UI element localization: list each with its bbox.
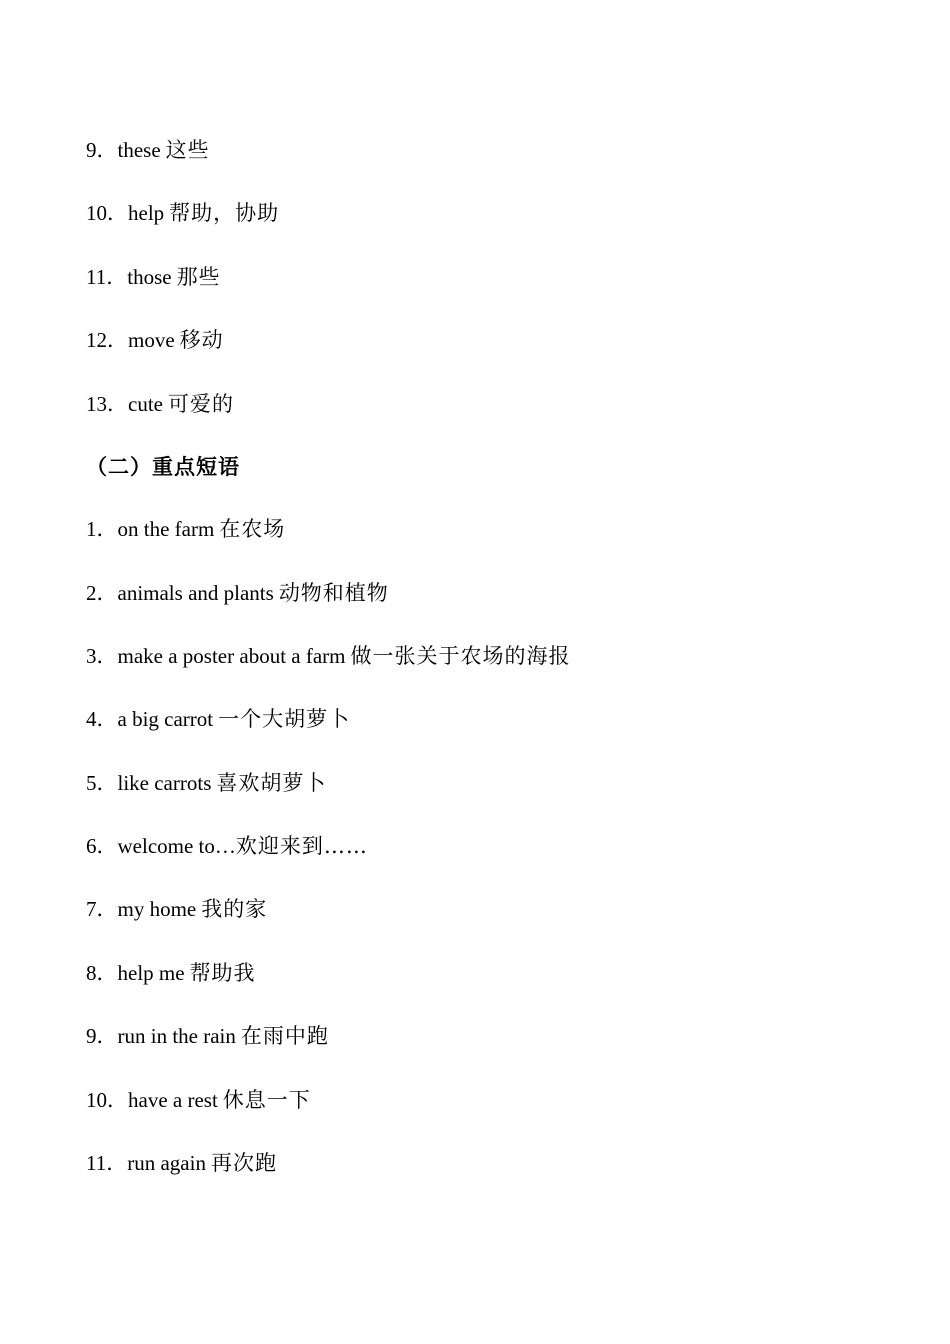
list-item — [86, 705, 350, 733]
item-chinese: 在农场 — [219, 517, 286, 541]
item-english: help — [128, 201, 165, 225]
item-chinese: 可爱的 — [167, 392, 234, 416]
item-english: have a rest — [128, 1088, 218, 1112]
item-chinese: 再次跑 — [210, 1151, 277, 1175]
item-english: animals and plants — [117, 581, 274, 605]
item-english: move — [128, 328, 175, 352]
item-chinese: 做一张关于农场的海报 — [350, 644, 571, 668]
section-heading: （二）重点短语 — [86, 454, 240, 479]
list-item — [86, 895, 267, 923]
item-number: 7． — [86, 897, 118, 921]
item-english: cute — [128, 392, 163, 416]
item-number: 1． — [86, 517, 118, 541]
item-english: those — [127, 265, 172, 289]
list-item — [86, 1149, 277, 1177]
item-chinese: 动物和植物 — [278, 581, 389, 605]
item-chinese: 一个大胡萝卜 — [218, 707, 351, 731]
item-english: like carrots — [117, 771, 212, 795]
list-item — [86, 390, 234, 418]
item-chinese: 在雨中跑 — [240, 1024, 329, 1048]
item-chinese: 这些 — [165, 138, 210, 162]
list-item — [86, 1086, 311, 1114]
item-number: 3． — [86, 644, 118, 668]
item-number: 10． — [86, 1088, 128, 1112]
item-chinese: 我的家 — [201, 897, 268, 921]
item-english: my home — [117, 897, 197, 921]
item-number: 10． — [86, 201, 128, 225]
item-number: 2． — [86, 581, 118, 605]
list-item — [86, 515, 285, 543]
item-chinese: 休息一下 — [222, 1088, 311, 1112]
item-number: 8． — [86, 961, 118, 985]
item-english: run in the rain — [117, 1024, 236, 1048]
item-english: run again — [127, 1151, 206, 1175]
item-number: 4． — [86, 707, 118, 731]
item-english: help me — [117, 961, 185, 985]
item-number: 11． — [86, 265, 128, 289]
item-english: these — [117, 138, 161, 162]
item-number: 12． — [86, 328, 128, 352]
item-chinese: 移动 — [179, 328, 224, 352]
list-item — [86, 199, 279, 227]
item-number: 5． — [86, 771, 118, 795]
item-chinese: 帮助我 — [189, 961, 256, 985]
item-number: 11． — [86, 1151, 128, 1175]
item-english: on the farm — [117, 517, 215, 541]
list-item — [86, 832, 368, 860]
list-item — [86, 642, 571, 670]
item-chinese: 喜欢胡萝卜 — [216, 771, 327, 795]
item-chinese: 那些 — [176, 265, 221, 289]
item-english: make a poster about a farm — [117, 644, 346, 668]
item-number: 13． — [86, 392, 128, 416]
list-item — [86, 579, 389, 607]
list-item — [86, 959, 256, 987]
item-english: a big carrot — [117, 707, 214, 731]
item-number: 9． — [86, 1024, 118, 1048]
item-chinese: 欢迎来到…… — [235, 834, 368, 858]
list-item — [86, 263, 221, 291]
item-chinese: 帮助，协助 — [169, 201, 280, 225]
list-item — [86, 769, 326, 797]
list-item — [86, 326, 224, 354]
item-number: 9． — [86, 138, 118, 162]
list-item — [86, 1022, 329, 1050]
item-number: 6． — [86, 834, 118, 858]
list-item — [86, 136, 210, 164]
item-english: welcome to… — [117, 834, 236, 858]
